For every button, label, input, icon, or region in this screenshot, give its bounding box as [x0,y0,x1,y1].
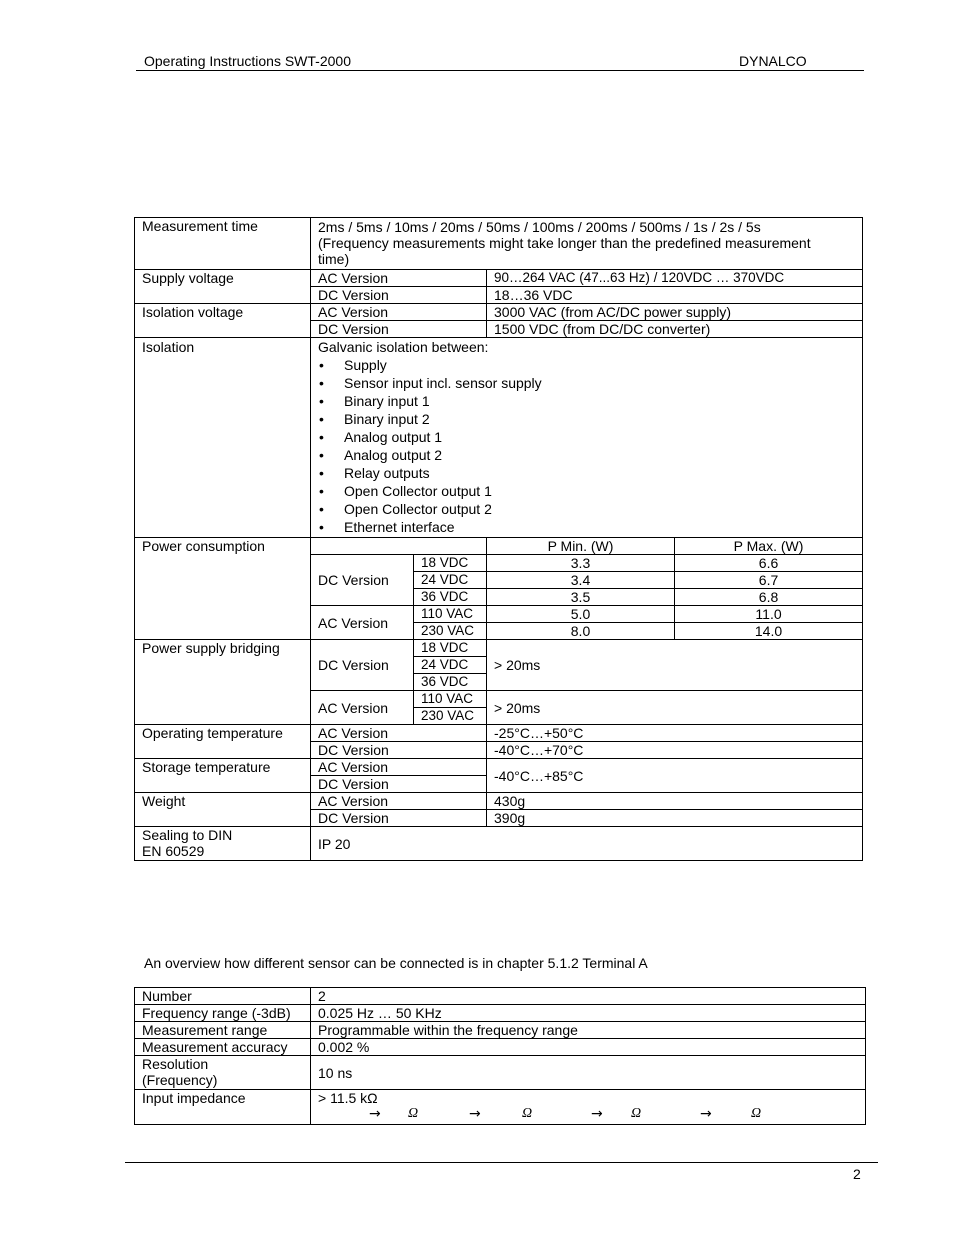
voltage-cell: 110 VAC [414,691,487,708]
frequency-input-table [134,987,866,1125]
min-value: 5.0 [487,606,675,623]
table-row [135,988,866,1005]
spec-value: 2 [311,988,866,1005]
bullet-icon: • [319,357,324,373]
max-value: 6.7 [675,572,863,589]
page-header-brand: DYNALCO [739,53,807,69]
list-item-label: Analog output 1 [344,429,443,445]
list-item [318,501,855,519]
sealing-label-line2: EN 60529 [142,843,205,859]
spec-label: Weight [135,793,311,827]
max-value: 6.6 [675,555,863,572]
table-row [135,270,863,287]
page-number: 2 [853,1166,861,1182]
spec-label: Measurement range [135,1022,311,1039]
list-item-label: Sensor input incl. sensor supply [344,375,542,391]
ohm-symbol: Ω [522,1106,533,1121]
list-item [318,429,855,447]
impedance-cell [311,1090,866,1125]
voltage-cell: 230 VAC [414,623,487,640]
spec-label [135,827,311,861]
spec-value: 0.025 Hz … 50 KHz [311,1005,866,1022]
min-value: 3.4 [487,572,675,589]
table-row [135,1039,866,1056]
column-header-min: P Min. (W) [487,538,675,555]
version-label: DC Version [311,640,414,691]
isolation-list [318,357,855,537]
list-item-label: Ethernet interface [344,519,455,535]
table-row [135,538,863,555]
table-row [135,1090,866,1125]
voltage-cell: 36 VDC [414,674,487,691]
spec-value: 90…264 VAC (47...63 Hz) / 120VDC … 370VDC [487,270,863,287]
max-value: 6.8 [675,589,863,606]
measurement-time-value: 2ms / 5ms / 10ms / 20ms / 50ms / 100ms / 200ms / 500ms / 1s / 2s / 5s [318,219,761,235]
arrow-right-icon: → [700,1106,712,1122]
impedance-value: > 11.5 kΩ [318,1090,378,1106]
arrow-right-icon: → [591,1106,603,1122]
bridging-value: > 20ms [487,691,863,725]
header-divider [136,70,864,71]
list-item-label: Analog output 2 [344,447,443,463]
version-label: AC Version [311,793,487,810]
table-row [135,1056,866,1090]
spec-value: IP 20 [311,827,863,861]
voltage-cell: 110 VAC [414,606,487,623]
version-label: AC Version [311,606,414,640]
version-label: DC Version [311,776,487,793]
list-item-label: Open Collector output 1 [344,483,492,499]
version-label: AC Version [311,691,414,725]
resolution-label-line1: Resolution [142,1056,209,1072]
version-label: DC Version [311,742,487,759]
measurement-time-note: (Frequency measurements might take longer than the predefined measurement time) [318,235,811,267]
voltage-cell: 18 VDC [414,640,487,657]
version-label: DC Version [311,321,487,338]
spec-value: 430g [487,793,863,810]
version-label: AC Version [311,304,487,321]
min-value: 3.5 [487,589,675,606]
list-item [318,483,855,501]
isolation-cell [311,338,863,538]
spec-value: -40°C…+70°C [487,742,863,759]
bullet-icon: • [319,393,324,409]
list-item [318,357,855,375]
spec-value: Programmable within the frequency range [311,1022,866,1039]
isolation-intro: Galvanic isolation between: [318,339,489,355]
spec-value: -40°C…+85°C [487,759,863,793]
list-item [318,447,855,465]
version-label: AC Version [311,725,487,742]
list-item-label: Binary input 1 [344,393,430,409]
bullet-icon: • [319,429,324,445]
bullet-icon: • [319,375,324,391]
list-item-label: Open Collector output 2 [344,501,492,517]
voltage-cell: 36 VDC [414,589,487,606]
voltage-cell: 24 VDC [414,657,487,674]
page-header-title: Operating Instructions SWT-2000 [144,53,351,69]
spec-label: Measurement accuracy [135,1039,311,1056]
table-row [135,1022,866,1039]
table-row [135,1005,866,1022]
spec-label: Supply voltage [135,270,311,304]
impedance-symbols [318,1106,858,1123]
min-value: 3.3 [487,555,675,572]
list-item [318,519,855,537]
spec-value: 3000 VAC (from AC/DC power supply) [487,304,863,321]
max-value: 11.0 [675,606,863,623]
list-item [318,411,855,429]
list-item-label: Supply [344,357,387,373]
list-item [318,393,855,411]
spec-value: 0.002 % [311,1039,866,1056]
list-item-label: Relay outputs [344,465,430,481]
spec-label [135,1056,311,1090]
arrow-right-icon: → [469,1106,481,1122]
intro-paragraph: An overview how different sensor can be connected is in chapter 5.1.2 Terminal A [144,955,648,971]
version-label: DC Version [311,287,487,304]
spec-label: Frequency range (-3dB) [135,1005,311,1022]
spec-label: Isolation [135,338,311,538]
table-row [135,640,863,657]
bullet-icon: • [319,483,324,499]
table-row [135,218,863,270]
empty-cell [311,538,487,555]
spec-label: Input impedance [135,1090,311,1125]
spec-label: Operating temperature [135,725,311,759]
resolution-label-line2: (Frequency) [142,1072,218,1088]
table-row [135,793,863,810]
footer-divider [125,1162,878,1163]
list-item [318,375,855,393]
voltage-cell: 18 VDC [414,555,487,572]
spec-label: Measurement time [135,218,311,270]
sealing-label-line1: Sealing to DIN [142,827,233,843]
column-header-max: P Max. (W) [675,538,863,555]
spec-label: Storage temperature [135,759,311,793]
ohm-symbol: Ω [631,1106,642,1121]
voltage-cell: 24 VDC [414,572,487,589]
min-value: 8.0 [487,623,675,640]
list-item [318,465,855,483]
spec-value: 10 ns [311,1056,866,1090]
bullet-icon: • [319,465,324,481]
version-label: DC Version [311,555,414,606]
spec-label: Number [135,988,311,1005]
bullet-icon: • [319,501,324,517]
spec-label: Isolation voltage [135,304,311,338]
spec-value [311,218,863,270]
bullet-icon: • [319,411,324,427]
table-row [135,725,863,742]
bullet-icon: • [319,447,324,463]
table-row [135,759,863,776]
spec-value: -25°C…+50°C [487,725,863,742]
voltage-cell: 230 VAC [414,708,487,725]
version-label: AC Version [311,270,487,287]
arrow-right-icon: → [369,1106,381,1122]
ohm-symbol: Ω [408,1106,419,1121]
spec-value: 390g [487,810,863,827]
table-row [135,827,863,861]
version-label: AC Version [311,759,487,776]
specifications-table [134,217,863,861]
spec-label: Power supply bridging [135,640,311,725]
version-label: DC Version [311,810,487,827]
spec-value: 1500 VDC (from DC/DC converter) [487,321,863,338]
spec-value: 18…36 VDC [487,287,863,304]
table-row [135,338,863,538]
bridging-value: > 20ms [487,640,863,691]
bullet-icon: • [319,519,324,535]
table-row [135,304,863,321]
spec-label: Power consumption [135,538,311,640]
max-value: 14.0 [675,623,863,640]
ohm-symbol: Ω [751,1106,762,1121]
list-item-label: Binary input 2 [344,411,430,427]
